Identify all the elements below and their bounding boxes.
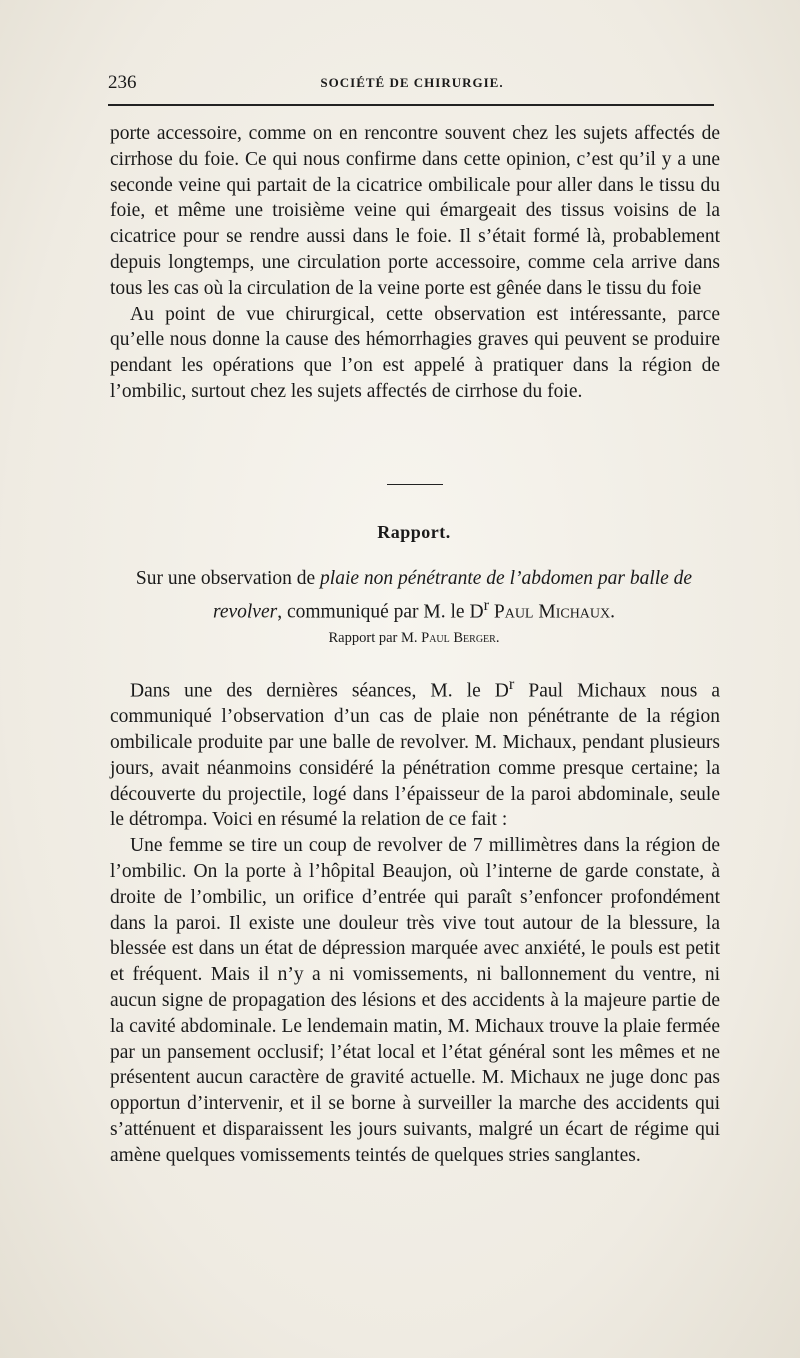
report-subject xyxy=(110,566,718,626)
report-paragraph-1-before: Dans une des dernières séances, M. le D xyxy=(130,680,509,702)
report-paragraph-1-after: Paul Michaux nous a communiqué l’observation d’un cas de plaie non pénétrante de la région ombilicale produite par une balle de revolver. M. Michaux, pendant plusieurs jours, avait néanmoins considéré la pénétration comme presque certaine; la découverte du projectile, logé dans l’épaisseur de la paroi abdominale, seule le détrompa. Voici en résumé la relation de ce fait : xyxy=(110,680,720,831)
report-body xyxy=(110,672,720,1169)
continued-paragraph-1: porte accessoire, comme on en rencontre souvent chez les sujets affectés de cirrhose du foie. Ce qui nous confirme dans cette opinion, c’est qu’il y a une seconde veine qui partait de la cicatrice ombilicale pour aller dans le tissu du foie, et même une troisième veine qui émargeait des tissus voisins de la cicatrice pour se rendre aussi dans le foie. Il s’était formé là, probablement depuis longtemps, une circulation porte accessoire, comme cela arrive dans tous les cas où la circulation de la veine porte est gênée dans le tissu du foie xyxy=(110,123,720,299)
continued-paragraph-2: Au point de vue chirurgical, cette observation est intéressante, parce qu’elle nous donne la cause des hémorrhagies graves qui peuvent se produire pendant les opérations que l’on est appelé à pratiquer dans la région de l’ombilic, surtout chez les sujets affectés de cirrhose du foie. xyxy=(110,303,720,402)
continued-text xyxy=(110,121,720,405)
subject-prefix: Sur une observation de xyxy=(135,568,321,589)
subject-sup: r xyxy=(483,596,489,614)
byline-end: . xyxy=(495,630,500,646)
byline-prefix: Rapport par M. xyxy=(328,630,422,646)
byline-author: Paul Berger xyxy=(421,630,496,646)
report-paragraph-1-sup: r xyxy=(508,675,515,693)
subject-middle: , communiqué par M. le D xyxy=(277,601,484,623)
report-title: Rapport. xyxy=(377,522,451,542)
subject-italic: plaie non pénétrante de l’abdomen par balle de revolver xyxy=(212,568,693,623)
report-paragraph-1 xyxy=(110,672,720,833)
page-number: 236 xyxy=(108,72,137,93)
page-header xyxy=(108,72,716,96)
header-rule xyxy=(108,104,714,106)
subject-author: Paul Michaux xyxy=(493,601,611,623)
report-paragraph-2: Une femme se tire un coup de revolver de 7 millimètres dans la région de l’ombilic. On la porte à l’hôpital Beaujon, où l’interne de garde constate, à droite de l’ombilic, un orifice d’entrée qui paraît s’enfoncer profondément dans la paroi. Il existe une douleur très vive tout autour de la blessure, la blessée est dans un état de dépression marquée avec anxiété, le pouls est petit et fréquent. Mais il n’y a ni vomissements, ni ballonnement du ventre, ni aucun signe de propagation des lésions et des accidents à la majeure partie de la cavité abdominale. Le lendemain matin, M. Michaux trouve la plaie fermée par un pansement occlusif; l’état local et l’état général sont les mêmes et ne présentent aucun caractère de gravité actuelle. M. Michaux ne juge donc pas opportun d’intervenir, et il se borne à surveiller la marche des accidents qui s’atténuent et disparaissent les jours suivants, malgré un écart de régime qui amène quelques vomissements teintés de quelques stries sanglantes. xyxy=(110,835,720,1166)
running-title: SOCIÉTÉ DE CHIRURGIE. xyxy=(320,75,504,90)
subject-end: . xyxy=(610,601,616,623)
section-separator xyxy=(387,484,443,485)
report-byline xyxy=(110,630,718,647)
